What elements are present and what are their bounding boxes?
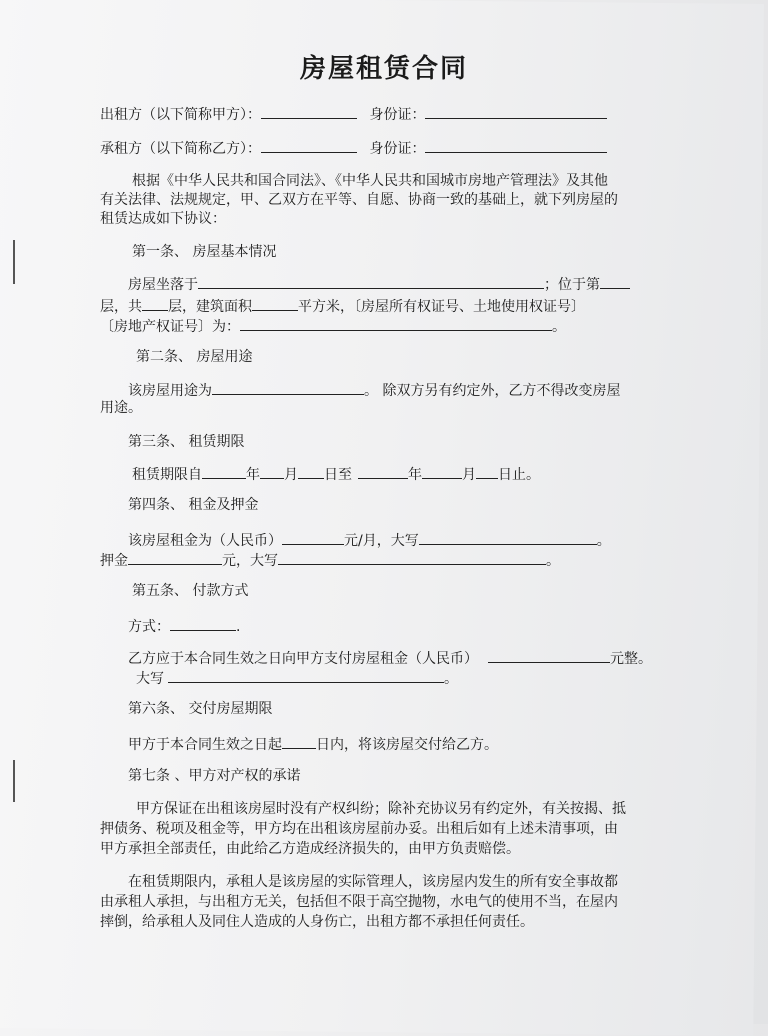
- art7-p1-line: 甲方承担全部责任，由此给乙方造成经济损失的，由甲方负责赔偿。: [100, 841, 520, 857]
- preamble-line: 根据《中华人民共和国合同法》、《中华人民共和国城市房地产管理法》及其他: [132, 173, 608, 189]
- text: 。: [596, 533, 611, 549]
- text: 日止。: [498, 467, 540, 483]
- text: 元/月，大写: [344, 533, 419, 549]
- article-5-heading: 第五条、 付款方式: [132, 583, 249, 599]
- text: 平方米，〔房屋所有权证号、土地使用权证号〕: [298, 299, 585, 315]
- text: 乙方应于本合同生效之日向甲方支付房屋租金（人民币）: [128, 651, 478, 667]
- text: 房屋坐落于: [128, 277, 198, 293]
- text: 元整。: [610, 651, 652, 667]
- document-title: 房屋租赁合同: [299, 54, 468, 84]
- floor-field[interactable]: [600, 274, 630, 289]
- margin-mark: [13, 760, 15, 802]
- start-day-field[interactable]: [298, 464, 324, 479]
- art4-line1: [128, 530, 611, 550]
- article-4-heading: 第四条、 租金及押金: [128, 497, 259, 513]
- text: 日内，将该房屋交付给乙方。: [316, 737, 498, 753]
- lessor-id-label: 身份证：: [369, 107, 426, 123]
- text: 该房屋用途为: [128, 383, 212, 399]
- text: 月: [284, 467, 298, 483]
- lessor-label: 出租方（以下简称甲方）：: [100, 107, 261, 123]
- art5-line1: [128, 616, 240, 636]
- area-field[interactable]: [252, 296, 298, 311]
- lessee-id-field[interactable]: [425, 138, 607, 153]
- art1-line3: [100, 316, 566, 336]
- article-3-heading: 第三条、 租赁期限: [128, 434, 245, 450]
- text: 日至: [324, 467, 352, 483]
- initial-rent-words-field[interactable]: [168, 668, 444, 683]
- art7-p2-line: 由承租人承担，与出租方无关，包括但不限于高空抛物，水电气的使用不当，在屋内: [100, 894, 618, 910]
- text: 元，大写: [222, 553, 278, 569]
- end-year-field[interactable]: [358, 464, 408, 479]
- initial-rent-field[interactable]: [488, 648, 610, 663]
- lessee-name-field[interactable]: [261, 138, 357, 153]
- text: 年: [408, 467, 422, 483]
- text: 。: [552, 319, 566, 335]
- total-floors-field[interactable]: [142, 296, 168, 311]
- start-month-field[interactable]: [260, 464, 284, 479]
- property-cert-field[interactable]: [240, 316, 552, 331]
- text: 。: [444, 671, 458, 687]
- end-month-field[interactable]: [422, 464, 462, 479]
- art7-p2-line: 摔倒，给承租人及同住人造成的人身伤亡，出租方都不承担任何责任。: [100, 914, 534, 930]
- text: 甲方于本合同生效之日起: [128, 737, 282, 753]
- delivery-days-field[interactable]: [282, 734, 316, 749]
- rent-words-field[interactable]: [419, 530, 597, 545]
- text: 。: [546, 553, 560, 569]
- deposit-amount-field[interactable]: [128, 550, 222, 565]
- art1-line1: [128, 274, 630, 294]
- rent-amount-field[interactable]: [282, 530, 344, 545]
- art7-p2-line: 在租赁期限内，承租人是该房屋的实际管理人，该房屋内发生的所有安全事故都: [128, 874, 618, 890]
- start-year-field[interactable]: [202, 464, 246, 479]
- text: 租赁期限自: [132, 467, 202, 483]
- article-2-heading: 第二条、 房屋用途: [136, 349, 253, 365]
- art2-line2: 用途。: [100, 400, 142, 416]
- deposit-words-field[interactable]: [278, 550, 546, 565]
- text: 〔房地产权证号〕为：: [100, 319, 240, 335]
- art5-line3: [136, 668, 458, 688]
- art2-line1: [128, 380, 620, 400]
- lessee-line: [100, 138, 607, 158]
- end-day-field[interactable]: [476, 464, 498, 479]
- text: 方式：: [128, 619, 170, 635]
- text: 层，共: [100, 299, 142, 315]
- text: 该房屋租金为（人民币）: [128, 533, 282, 549]
- article-7-heading: 第七条 、甲方对产权的承诺: [128, 768, 301, 784]
- usage-field[interactable]: [212, 380, 364, 395]
- art3-line: [132, 464, 540, 484]
- payment-method-field[interactable]: [170, 616, 236, 631]
- art1-line2: [100, 296, 585, 316]
- text: 月: [462, 467, 476, 483]
- art4-line2: [100, 550, 560, 570]
- address-field[interactable]: [198, 274, 544, 289]
- text: 。 除双方另有约定外，乙方不得改变房屋: [364, 383, 621, 399]
- art7-p1-line: 甲方保证在出租该房屋时没有产权纠纷；除补充协议另有约定外，有关按揭、抵: [136, 801, 626, 817]
- lessee-label: 承租方（以下简称乙方）：: [100, 141, 261, 157]
- preamble-line: 有关法律、法规规定，甲、乙双方在平等、自愿、协商一致的基础上，就下列房屋的: [100, 192, 618, 208]
- lessor-id-field[interactable]: [425, 104, 607, 119]
- lessor-line: [100, 104, 607, 124]
- text: 押金: [100, 553, 128, 569]
- lessee-id-label: 身份证：: [369, 141, 426, 157]
- article-1-heading: 第一条、 房屋基本情况: [132, 244, 277, 260]
- text: 年: [246, 467, 260, 483]
- preamble-line: 租赁达成如下协议：: [100, 211, 226, 227]
- text: 大写: [136, 671, 164, 687]
- text: .: [236, 619, 241, 635]
- lessor-name-field[interactable]: [261, 104, 357, 119]
- art6-line: [128, 734, 498, 754]
- text: 层，建筑面积: [168, 299, 252, 315]
- art7-p1-line: 押债务、税项及租金等，甲方均在出租该房屋前办妥。出租后如有上述未清事项，由: [100, 821, 618, 837]
- article-6-heading: 第六条、 交付房屋期限: [128, 701, 273, 717]
- text: ；位于第: [544, 277, 600, 293]
- art5-line2: [128, 648, 652, 668]
- margin-mark: [13, 240, 15, 284]
